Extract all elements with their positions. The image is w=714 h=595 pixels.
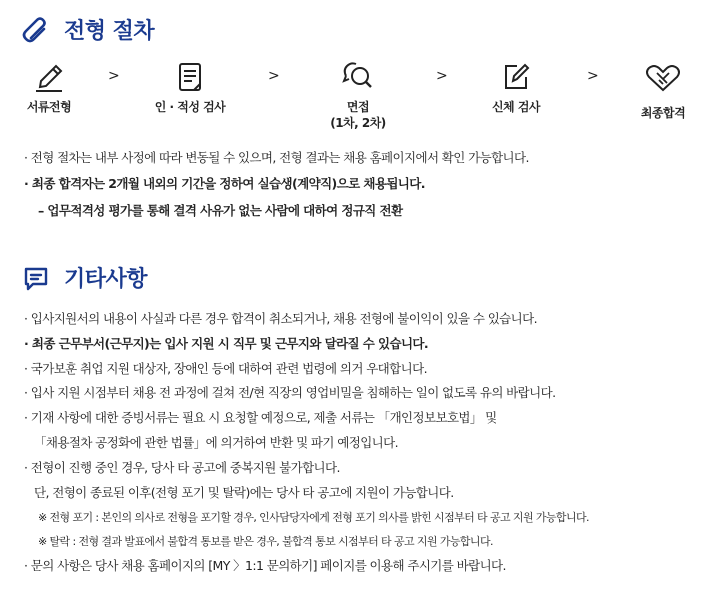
misc-note: · 기재 사항에 대한 증빙서류는 필요 시 요청할 예정으로, 제출 서류는 「개인정보보호법」 및 — [24, 410, 497, 425]
edit-box-icon — [499, 60, 533, 94]
misc-title — [22, 262, 147, 293]
step-arrow: > — [587, 68, 599, 84]
procedure-title — [22, 14, 154, 45]
misc-note-continued: 「채용절차 공정화에 관한 법률」에 의거하여 반환 및 파기 예정입니다. — [34, 435, 398, 450]
paperclip-icon — [22, 16, 50, 44]
misc-footnote: ※ 탈락 : 전형 결과 발표에서 불합격 통보를 받은 경우, 불합격 통보 시점부터 타 공고 지원 가능합니다. — [38, 535, 493, 548]
procedure-title-text: 전형 절차 — [64, 19, 155, 44]
step-label: 면접 — [346, 100, 370, 114]
document-icon — [173, 60, 207, 94]
misc-footnote: ※ 전형 포기 : 본인의 의사로 전형을 포기할 경우, 인사담당자에게 전형 포기 의사를 밝힌 시점부터 타 공고 지원 가능합니다. — [38, 511, 589, 524]
pencil-icon — [32, 60, 66, 94]
procedure-steps — [0, 60, 714, 140]
step-label: 서류전형 — [26, 100, 72, 114]
misc-note: · 최종 근무부서(근무지)는 입사 지원 시 직무 및 근무지와 달라질 수 있습니다. — [24, 336, 429, 351]
step-interview — [303, 60, 413, 131]
step-arrow: > — [268, 68, 280, 84]
procedure-note: · 전형 절차는 내부 사정에 따라 변동될 수 있으며, 전형 결과는 채용 홈페이지에서 확인 가능합니다. — [24, 150, 529, 165]
step-physical-exam — [461, 60, 571, 115]
step-aptitude-test — [135, 60, 245, 115]
procedure-note: · 최종 합격자는 2개월 내외의 기간을 정하여 실습생(계약직)으로 채용됩니다. — [24, 176, 425, 191]
misc-note: · 입사 지원 시점부터 채용 전 과정에 걸쳐 전/현 직장의 영업비밀을 침해하는 일이 없도록 유의 바랍니다. — [24, 385, 556, 400]
chat-search-icon — [340, 60, 376, 94]
step-final-pass — [608, 60, 714, 121]
step-document-screening — [0, 60, 104, 115]
step-label: 최종합격 — [640, 106, 686, 120]
misc-note-continued: 단, 전형이 종료된 이후(전형 포기 및 탈락)에는 당사 타 공고에 지원이 가능합니다. — [34, 485, 454, 500]
misc-note: · 문의 사항은 당사 채용 홈페이지의 [MY 〉1:1 문의하기] 페이지를 이용해 주시기를 바랍니다. — [24, 558, 506, 573]
misc-note: · 입사지원서의 내용이 사실과 다른 경우 합격이 취소되거나, 채용 전형에 불이익이 있을 수 있습니다. — [24, 311, 537, 326]
handshake-icon — [643, 60, 683, 94]
procedure-subnote: – 업무적격성 평가를 통해 결격 사유가 없는 사람에 대하여 정규직 전환 — [38, 203, 403, 218]
step-arrow: > — [436, 68, 448, 84]
step-label: 인 · 적성 검사 — [154, 100, 226, 114]
misc-note: · 전형이 진행 중인 경우, 당사 타 공고에 중복지원 불가합니다. — [24, 460, 340, 475]
step-arrow: > — [108, 68, 120, 84]
step-sublabel: (1차, 2차) — [330, 116, 386, 130]
message-icon — [22, 264, 50, 292]
misc-title-text: 기타사항 — [64, 267, 148, 292]
step-label: 신체 검사 — [491, 100, 541, 114]
misc-note: · 국가보훈 취업 지원 대상자, 장애인 등에 대하여 관련 법령에 의거 우대합니다. — [24, 361, 427, 376]
